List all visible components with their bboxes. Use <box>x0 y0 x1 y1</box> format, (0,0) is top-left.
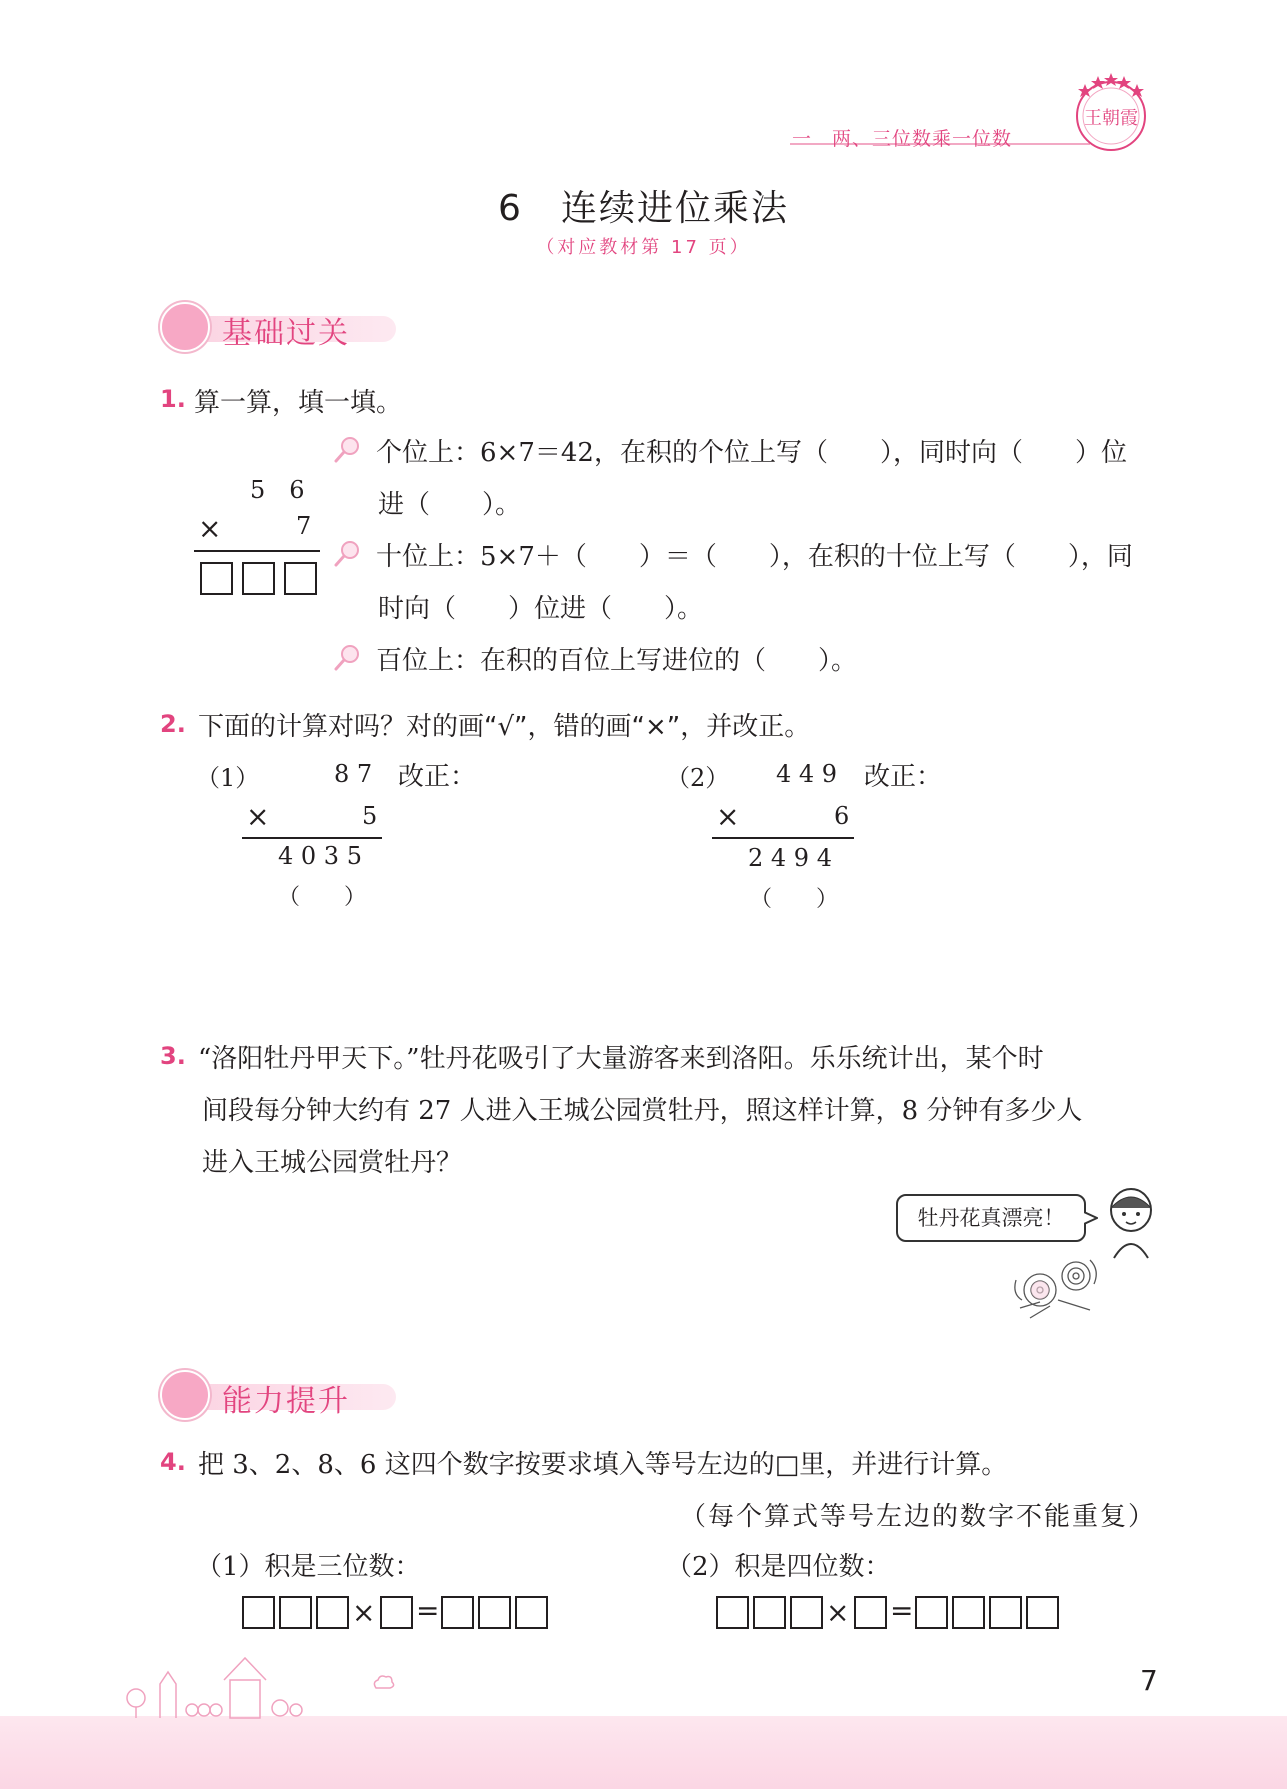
q2-item2-judge-blank[interactable]: （ ） <box>750 887 839 912</box>
q2-item1-multiplicand: 8 7 <box>334 760 373 788</box>
cloud-decoration-icon <box>372 1672 396 1692</box>
q4-part1-label: （1）积是三位数： <box>196 1552 421 1582</box>
q4-p1-answer-box[interactable] <box>478 1596 511 1629</box>
q2-item2-rule <box>712 837 854 839</box>
q3-text-line2: 间段每分钟大约有 27 人进入王城公园赏牡丹，照这样计算，8 分钟有多少人 <box>202 1096 1083 1126</box>
q4-p1-box[interactable] <box>242 1596 275 1629</box>
q1-hint-hundreds: 百位上：在积的百位上写进位的（ ）。 <box>376 646 858 676</box>
magnifier-icon <box>333 538 363 568</box>
castle-decoration-icon <box>120 1650 320 1720</box>
q4-p2-box[interactable] <box>854 1596 887 1629</box>
q4-p2-box[interactable] <box>716 1596 749 1629</box>
q1-multiplier: 7 <box>296 512 312 540</box>
q3-text-line3: 进入王城公园赏牡丹？ <box>202 1148 463 1178</box>
q4-p2-box[interactable] <box>753 1596 786 1629</box>
q4-p1-box[interactable] <box>380 1596 413 1629</box>
q1-answer-box-hundreds[interactable] <box>200 562 233 595</box>
q4-part2-label: （2）积是四位数： <box>666 1552 891 1582</box>
speech-bubble: 牡丹花真漂亮！ <box>896 1194 1086 1242</box>
q1-answer-box-tens[interactable] <box>242 562 275 595</box>
q4-p2-answer-box[interactable] <box>989 1596 1022 1629</box>
q2-item1-result: 4 0 3 5 <box>278 842 362 870</box>
q2-item1-times-sign: × <box>246 800 270 833</box>
question-2-prompt: 下面的计算对吗？对的画“√”，错的画“×”，并改正。 <box>198 712 811 742</box>
speech-bubble-tail <box>1084 1210 1098 1226</box>
question-2-number: 2. <box>160 710 186 738</box>
question-4-prompt: 把 3、2、8、6 这四个数字按要求填入等号左边的□里，并进行计算。 <box>198 1450 1008 1480</box>
q4-p1-box[interactable] <box>279 1596 312 1629</box>
q1-answer-box-ones[interactable] <box>284 562 317 595</box>
chapter-title: 一 两、三位数乘一位数 <box>792 128 1013 150</box>
girl-avatar-icon <box>160 302 210 352</box>
section-title-basic: 基础过关 <box>222 316 350 351</box>
footer-band <box>0 1716 1287 1789</box>
q2-item2-times-sign: × <box>716 800 740 833</box>
q4-p1-answer-box[interactable] <box>441 1596 474 1629</box>
q2-item1-multiplier: 5 <box>362 802 378 830</box>
section-title-advanced: 能力提升 <box>222 1384 350 1419</box>
q3-text-line1: “洛阳牡丹甲天下。”牡丹花吸引了大量游客来到洛阳。乐乐统计出，某个时 <box>198 1044 1044 1074</box>
girl-illustration-icon <box>1100 1186 1162 1260</box>
boy-avatar-icon <box>160 1370 210 1420</box>
publisher-logo <box>1068 70 1154 156</box>
page-number: 7 <box>1140 1664 1158 1697</box>
question-3-number: 3. <box>160 1042 186 1070</box>
page-subtitle: （对应教材第 17 页） <box>536 237 751 258</box>
section-banner-basic <box>160 298 400 352</box>
q1-calc-rule <box>194 550 320 552</box>
q1-hint-ones-line1: 个位上：6×7＝42，在积的个位上写（ ），同时向（ ）位 <box>376 438 1127 468</box>
question-4-note: （每个算式等号左边的数字不能重复） <box>680 1502 1157 1532</box>
q4-p2-box[interactable] <box>790 1596 823 1629</box>
q1-hint-tens-line1: 十位上：5×7＋（ ）＝（ ），在积的十位上写（ ），同 <box>376 542 1133 572</box>
q2-item2-label: （2） <box>666 764 730 792</box>
section-banner-advanced <box>160 1366 400 1420</box>
q4-p2-answer-box[interactable] <box>1026 1596 1059 1629</box>
q4-p2-answer-box[interactable] <box>915 1596 948 1629</box>
q4-p1-box[interactable] <box>316 1596 349 1629</box>
q4-p2-answer-box[interactable] <box>952 1596 985 1629</box>
question-4-number: 4. <box>160 1448 186 1476</box>
question-1-prompt: 算一算，填一填。 <box>194 388 403 418</box>
q2-item2-multiplier: 6 <box>834 802 850 830</box>
q1-hint-tens-line2: 时向（ ）位进（ ）。 <box>378 594 704 624</box>
question-1-number: 1. <box>160 385 186 413</box>
q1-hint-ones-line2: 进（ ）。 <box>378 490 522 520</box>
magnifier-icon <box>333 642 363 672</box>
q4-p1-equals: = <box>416 1594 440 1627</box>
q1-times-sign: × <box>198 512 222 545</box>
magnifier-icon <box>333 434 363 464</box>
q4-p2-equals: = <box>890 1594 914 1627</box>
q2-item2-multiplicand: 4 4 9 <box>776 760 838 788</box>
q4-p1-answer-box[interactable] <box>515 1596 548 1629</box>
q4-p2-times: × <box>826 1596 850 1629</box>
q1-multiplicand: 5 6 <box>250 476 305 504</box>
q2-item2-result: 2 4 9 4 <box>748 844 832 872</box>
page-title: 6 连续进位乘法 <box>498 188 789 229</box>
q2-item1-rule <box>242 837 382 839</box>
q2-item1-fix-label: 改正： <box>398 762 477 792</box>
logo-text: 王朝霞 <box>1084 108 1138 129</box>
q2-item1-judge-blank[interactable]: （ ） <box>278 885 367 910</box>
q2-item1-label: （1） <box>196 764 260 792</box>
q2-item2-fix-label: 改正： <box>864 762 943 792</box>
peony-flower-icon <box>1010 1250 1110 1326</box>
q4-p1-times: × <box>352 1596 376 1629</box>
